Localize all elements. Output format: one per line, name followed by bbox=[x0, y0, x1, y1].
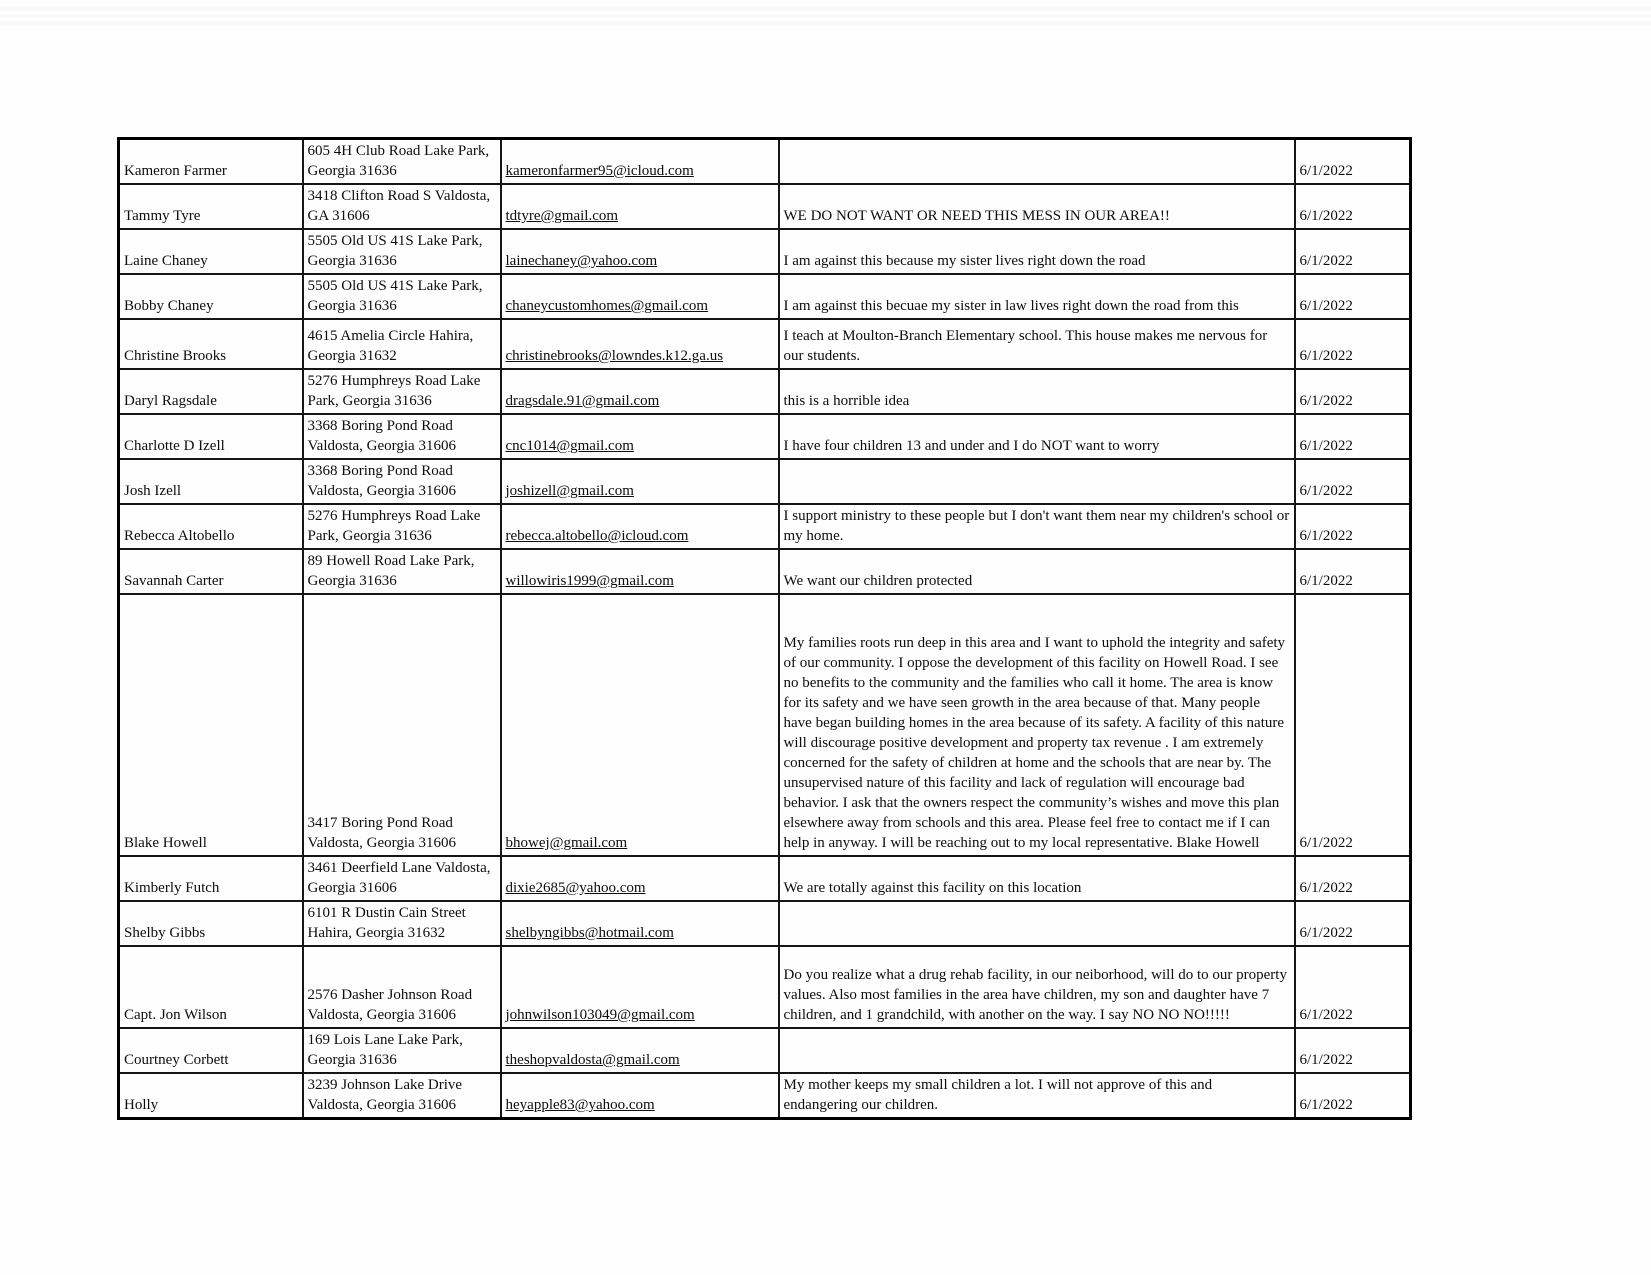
date-cell: 6/1/2022 bbox=[1295, 139, 1411, 185]
table-row bbox=[119, 139, 1411, 185]
comment-cell: Do you realize what a drug rehab facility, in our neiborhood, will do to our property values. Also most families in the area have children, my son and daughter have 7 children, and 1 grandchild, with another on the way. I say NO NO NO!!!!! bbox=[779, 946, 1295, 1028]
address-cell: 3239 Johnson Lake Drive Valdosta, Georgia 31606 bbox=[303, 1073, 501, 1119]
name-cell: Rebecca Altobello bbox=[119, 504, 303, 549]
date-cell: 6/1/2022 bbox=[1295, 1028, 1411, 1073]
address-cell: 3417 Boring Pond Road Valdosta, Georgia 31606 bbox=[303, 594, 501, 856]
name-cell: Josh Izell bbox=[119, 459, 303, 504]
name-cell: Daryl Ragsdale bbox=[119, 369, 303, 414]
table-row bbox=[119, 369, 1411, 414]
comment-cell bbox=[779, 459, 1295, 504]
date-cell: 6/1/2022 bbox=[1295, 274, 1411, 319]
date-cell: 6/1/2022 bbox=[1295, 184, 1411, 229]
address-cell: 6101 R Dustin Cain Street Hahira, Georgia 31632 bbox=[303, 901, 501, 946]
address-cell: 3418 Clifton Road S Valdosta, GA 31606 bbox=[303, 184, 501, 229]
table-row bbox=[119, 274, 1411, 319]
table-row bbox=[119, 594, 1411, 856]
comment-cell: I have four children 13 and under and I do NOT want to worry bbox=[779, 414, 1295, 459]
email-cell: johnwilson103049@gmail.com bbox=[501, 946, 779, 1028]
comment-cell: My families roots run deep in this area and I want to uphold the integrity and safety of our community. I oppose the development of this facility on Howell Road. I see no benefits to the community and the families who call it home. The area is know for its safety and we have seen growth in the area because of that. Many people have began building homes in the area because of its safety. A facility of this nature will discourage positive development and property tax revenue . I am extremely concerned for the safety of children at home and the schools that are near by. The unsupervised nature of this facility and lack of regulation will encourage bad behavior. I ask that the owners respect the community’s wishes and move this plan elsewhere away from schools and this area. Please feel free to contact me if I can help in anyway. I will be reaching out to my local representative. Blake Howell bbox=[779, 594, 1295, 856]
email-cell: christinebrooks@lowndes.k12.ga.us bbox=[501, 319, 779, 369]
address-cell: 3368 Boring Pond Road Valdosta, Georgia 31606 bbox=[303, 414, 501, 459]
name-cell: Tammy Tyre bbox=[119, 184, 303, 229]
table-row bbox=[119, 504, 1411, 549]
table-row bbox=[119, 549, 1411, 594]
comment-cell bbox=[779, 901, 1295, 946]
date-cell: 6/1/2022 bbox=[1295, 229, 1411, 274]
email-cell: heyapple83@yahoo.com bbox=[501, 1073, 779, 1119]
comment-cell: WE DO NOT WANT OR NEED THIS MESS IN OUR AREA!! bbox=[779, 184, 1295, 229]
email-cell: dixie2685@yahoo.com bbox=[501, 856, 779, 901]
email-cell: bhowej@gmail.com bbox=[501, 594, 779, 856]
date-cell: 6/1/2022 bbox=[1295, 901, 1411, 946]
address-cell: 2576 Dasher Johnson Road Valdosta, Georgia 31606 bbox=[303, 946, 501, 1028]
name-cell: Kameron Farmer bbox=[119, 139, 303, 185]
name-cell: Bobby Chaney bbox=[119, 274, 303, 319]
address-cell: 3461 Deerfield Lane Valdosta, Georgia 31606 bbox=[303, 856, 501, 901]
comment-cell: I teach at Moulton-Branch Elementary school. This house makes me nervous for our students. bbox=[779, 319, 1295, 369]
email-cell: shelbyngibbs@hotmail.com bbox=[501, 901, 779, 946]
name-cell: Charlotte D Izell bbox=[119, 414, 303, 459]
email-cell: chaneycustomhomes@gmail.com bbox=[501, 274, 779, 319]
email-cell: cnc1014@gmail.com bbox=[501, 414, 779, 459]
address-cell: 5276 Humphreys Road Lake Park, Georgia 31636 bbox=[303, 504, 501, 549]
email-cell: dragsdale.91@gmail.com bbox=[501, 369, 779, 414]
comment-cell bbox=[779, 1028, 1295, 1073]
address-cell: 89 Howell Road Lake Park, Georgia 31636 bbox=[303, 549, 501, 594]
comment-cell: I am against this becuae my sister in law lives right down the road from this bbox=[779, 274, 1295, 319]
table-row bbox=[119, 946, 1411, 1028]
public-comment-table bbox=[117, 137, 1412, 1120]
comment-cell: We are totally against this facility on this location bbox=[779, 856, 1295, 901]
name-cell: Courtney Corbett bbox=[119, 1028, 303, 1073]
address-cell: 169 Lois Lane Lake Park, Georgia 31636 bbox=[303, 1028, 501, 1073]
table-row bbox=[119, 319, 1411, 369]
name-cell: Christine Brooks bbox=[119, 319, 303, 369]
address-cell: 3368 Boring Pond Road Valdosta, Georgia 31606 bbox=[303, 459, 501, 504]
date-cell: 6/1/2022 bbox=[1295, 414, 1411, 459]
address-cell: 4615 Amelia Circle Hahira, Georgia 31632 bbox=[303, 319, 501, 369]
table-row bbox=[119, 459, 1411, 504]
name-cell: Blake Howell bbox=[119, 594, 303, 856]
comment-cell: We want our children protected bbox=[779, 549, 1295, 594]
date-cell: 6/1/2022 bbox=[1295, 856, 1411, 901]
table-row bbox=[119, 229, 1411, 274]
email-cell: kameronfarmer95@icloud.com bbox=[501, 139, 779, 185]
scan-artifact bbox=[0, 6, 1651, 28]
name-cell: Capt. Jon Wilson bbox=[119, 946, 303, 1028]
name-cell: Kimberly Futch bbox=[119, 856, 303, 901]
name-cell: Holly bbox=[119, 1073, 303, 1119]
name-cell: Laine Chaney bbox=[119, 229, 303, 274]
date-cell: 6/1/2022 bbox=[1295, 549, 1411, 594]
table-row bbox=[119, 414, 1411, 459]
email-cell: willowiris1999@gmail.com bbox=[501, 549, 779, 594]
date-cell: 6/1/2022 bbox=[1295, 369, 1411, 414]
date-cell: 6/1/2022 bbox=[1295, 1073, 1411, 1119]
address-cell: 605 4H Club Road Lake Park, Georgia 31636 bbox=[303, 139, 501, 185]
email-cell: joshizell@gmail.com bbox=[501, 459, 779, 504]
name-cell: Savannah Carter bbox=[119, 549, 303, 594]
date-cell: 6/1/2022 bbox=[1295, 319, 1411, 369]
address-cell: 5505 Old US 41S Lake Park, Georgia 31636 bbox=[303, 229, 501, 274]
email-cell: theshopvaldosta@gmail.com bbox=[501, 1028, 779, 1073]
date-cell: 6/1/2022 bbox=[1295, 594, 1411, 856]
table-row bbox=[119, 184, 1411, 229]
name-cell: Shelby Gibbs bbox=[119, 901, 303, 946]
table-row bbox=[119, 901, 1411, 946]
address-cell: 5276 Humphreys Road Lake Park, Georgia 31636 bbox=[303, 369, 501, 414]
email-cell: lainechaney@yahoo.com bbox=[501, 229, 779, 274]
date-cell: 6/1/2022 bbox=[1295, 459, 1411, 504]
comment-cell: My mother keeps my small children a lot. I will not approve of this and endangering our children. bbox=[779, 1073, 1295, 1119]
table-row bbox=[119, 1028, 1411, 1073]
comment-cell: this is a horrible idea bbox=[779, 369, 1295, 414]
comment-cell bbox=[779, 139, 1295, 185]
address-cell: 5505 Old US 41S Lake Park, Georgia 31636 bbox=[303, 274, 501, 319]
table-row bbox=[119, 856, 1411, 901]
table-row bbox=[119, 1073, 1411, 1119]
comment-cell: I support ministry to these people but I don't want them near my children's school or my home. bbox=[779, 504, 1295, 549]
date-cell: 6/1/2022 bbox=[1295, 946, 1411, 1028]
date-cell: 6/1/2022 bbox=[1295, 504, 1411, 549]
email-cell: rebecca.altobello@icloud.com bbox=[501, 504, 779, 549]
comment-cell: I am against this because my sister lives right down the road bbox=[779, 229, 1295, 274]
email-cell: tdtyre@gmail.com bbox=[501, 184, 779, 229]
